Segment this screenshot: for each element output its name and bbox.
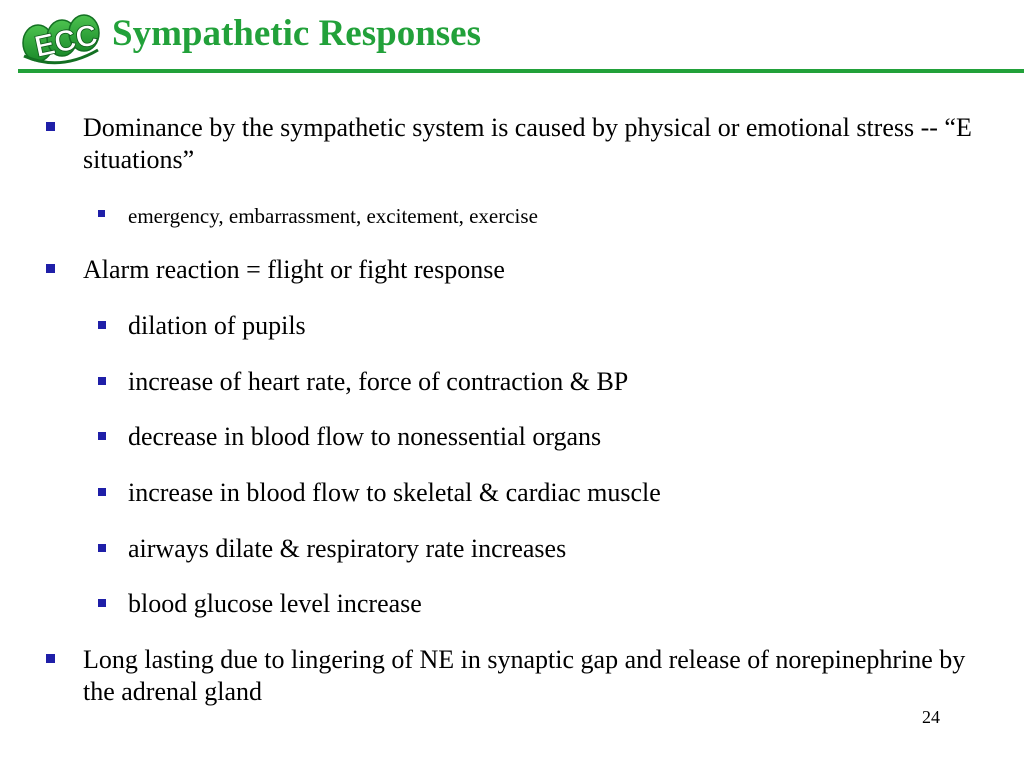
list-item-text: emergency, embarrassment, excitement, exercise bbox=[128, 204, 538, 228]
list-item bbox=[128, 477, 988, 509]
slide-title: Sympathetic Responses bbox=[112, 13, 481, 54]
list-item bbox=[128, 588, 988, 620]
logo-text: ECC bbox=[31, 18, 101, 64]
square-bullet-icon bbox=[98, 321, 106, 329]
title-divider bbox=[18, 69, 1024, 73]
square-bullet-icon bbox=[98, 488, 106, 496]
list-item bbox=[128, 202, 988, 230]
list-item bbox=[128, 366, 988, 398]
list-item-text: increase of heart rate, force of contraction & BP bbox=[128, 367, 629, 396]
list-item-text: blood glucose level increase bbox=[128, 589, 422, 618]
square-bullet-icon bbox=[98, 432, 106, 440]
list-item bbox=[128, 533, 988, 565]
page-number: 24 bbox=[922, 707, 940, 727]
square-bullet-icon bbox=[98, 377, 106, 385]
square-bullet-icon bbox=[98, 210, 105, 217]
list-item bbox=[83, 254, 993, 286]
list-item-text: Alarm reaction = flight or fight response bbox=[83, 255, 505, 284]
list-item-text: dilation of pupils bbox=[128, 311, 306, 340]
list-item-text: decrease in blood flow to nonessential organs bbox=[128, 422, 602, 451]
square-bullet-icon bbox=[46, 264, 55, 273]
list-item-text: Dominance by the sympathetic system is caused by physical or emotional stress -- “E situations” bbox=[83, 113, 972, 174]
list-item bbox=[128, 421, 988, 453]
list-item bbox=[83, 644, 993, 708]
square-bullet-icon bbox=[46, 122, 55, 131]
ecc-logo bbox=[20, 10, 102, 68]
list-item bbox=[128, 310, 988, 342]
list-item-text: airways dilate & respiratory rate increases bbox=[128, 534, 567, 563]
list-item-text: Long lasting due to lingering of NE in synaptic gap and release of norepinephrine by the adrenal gland bbox=[83, 645, 966, 706]
square-bullet-icon bbox=[46, 654, 55, 663]
square-bullet-icon bbox=[98, 544, 106, 552]
list-item bbox=[83, 112, 993, 176]
square-bullet-icon bbox=[98, 599, 106, 607]
list-item-text: increase in blood flow to skeletal & cardiac muscle bbox=[128, 478, 661, 507]
